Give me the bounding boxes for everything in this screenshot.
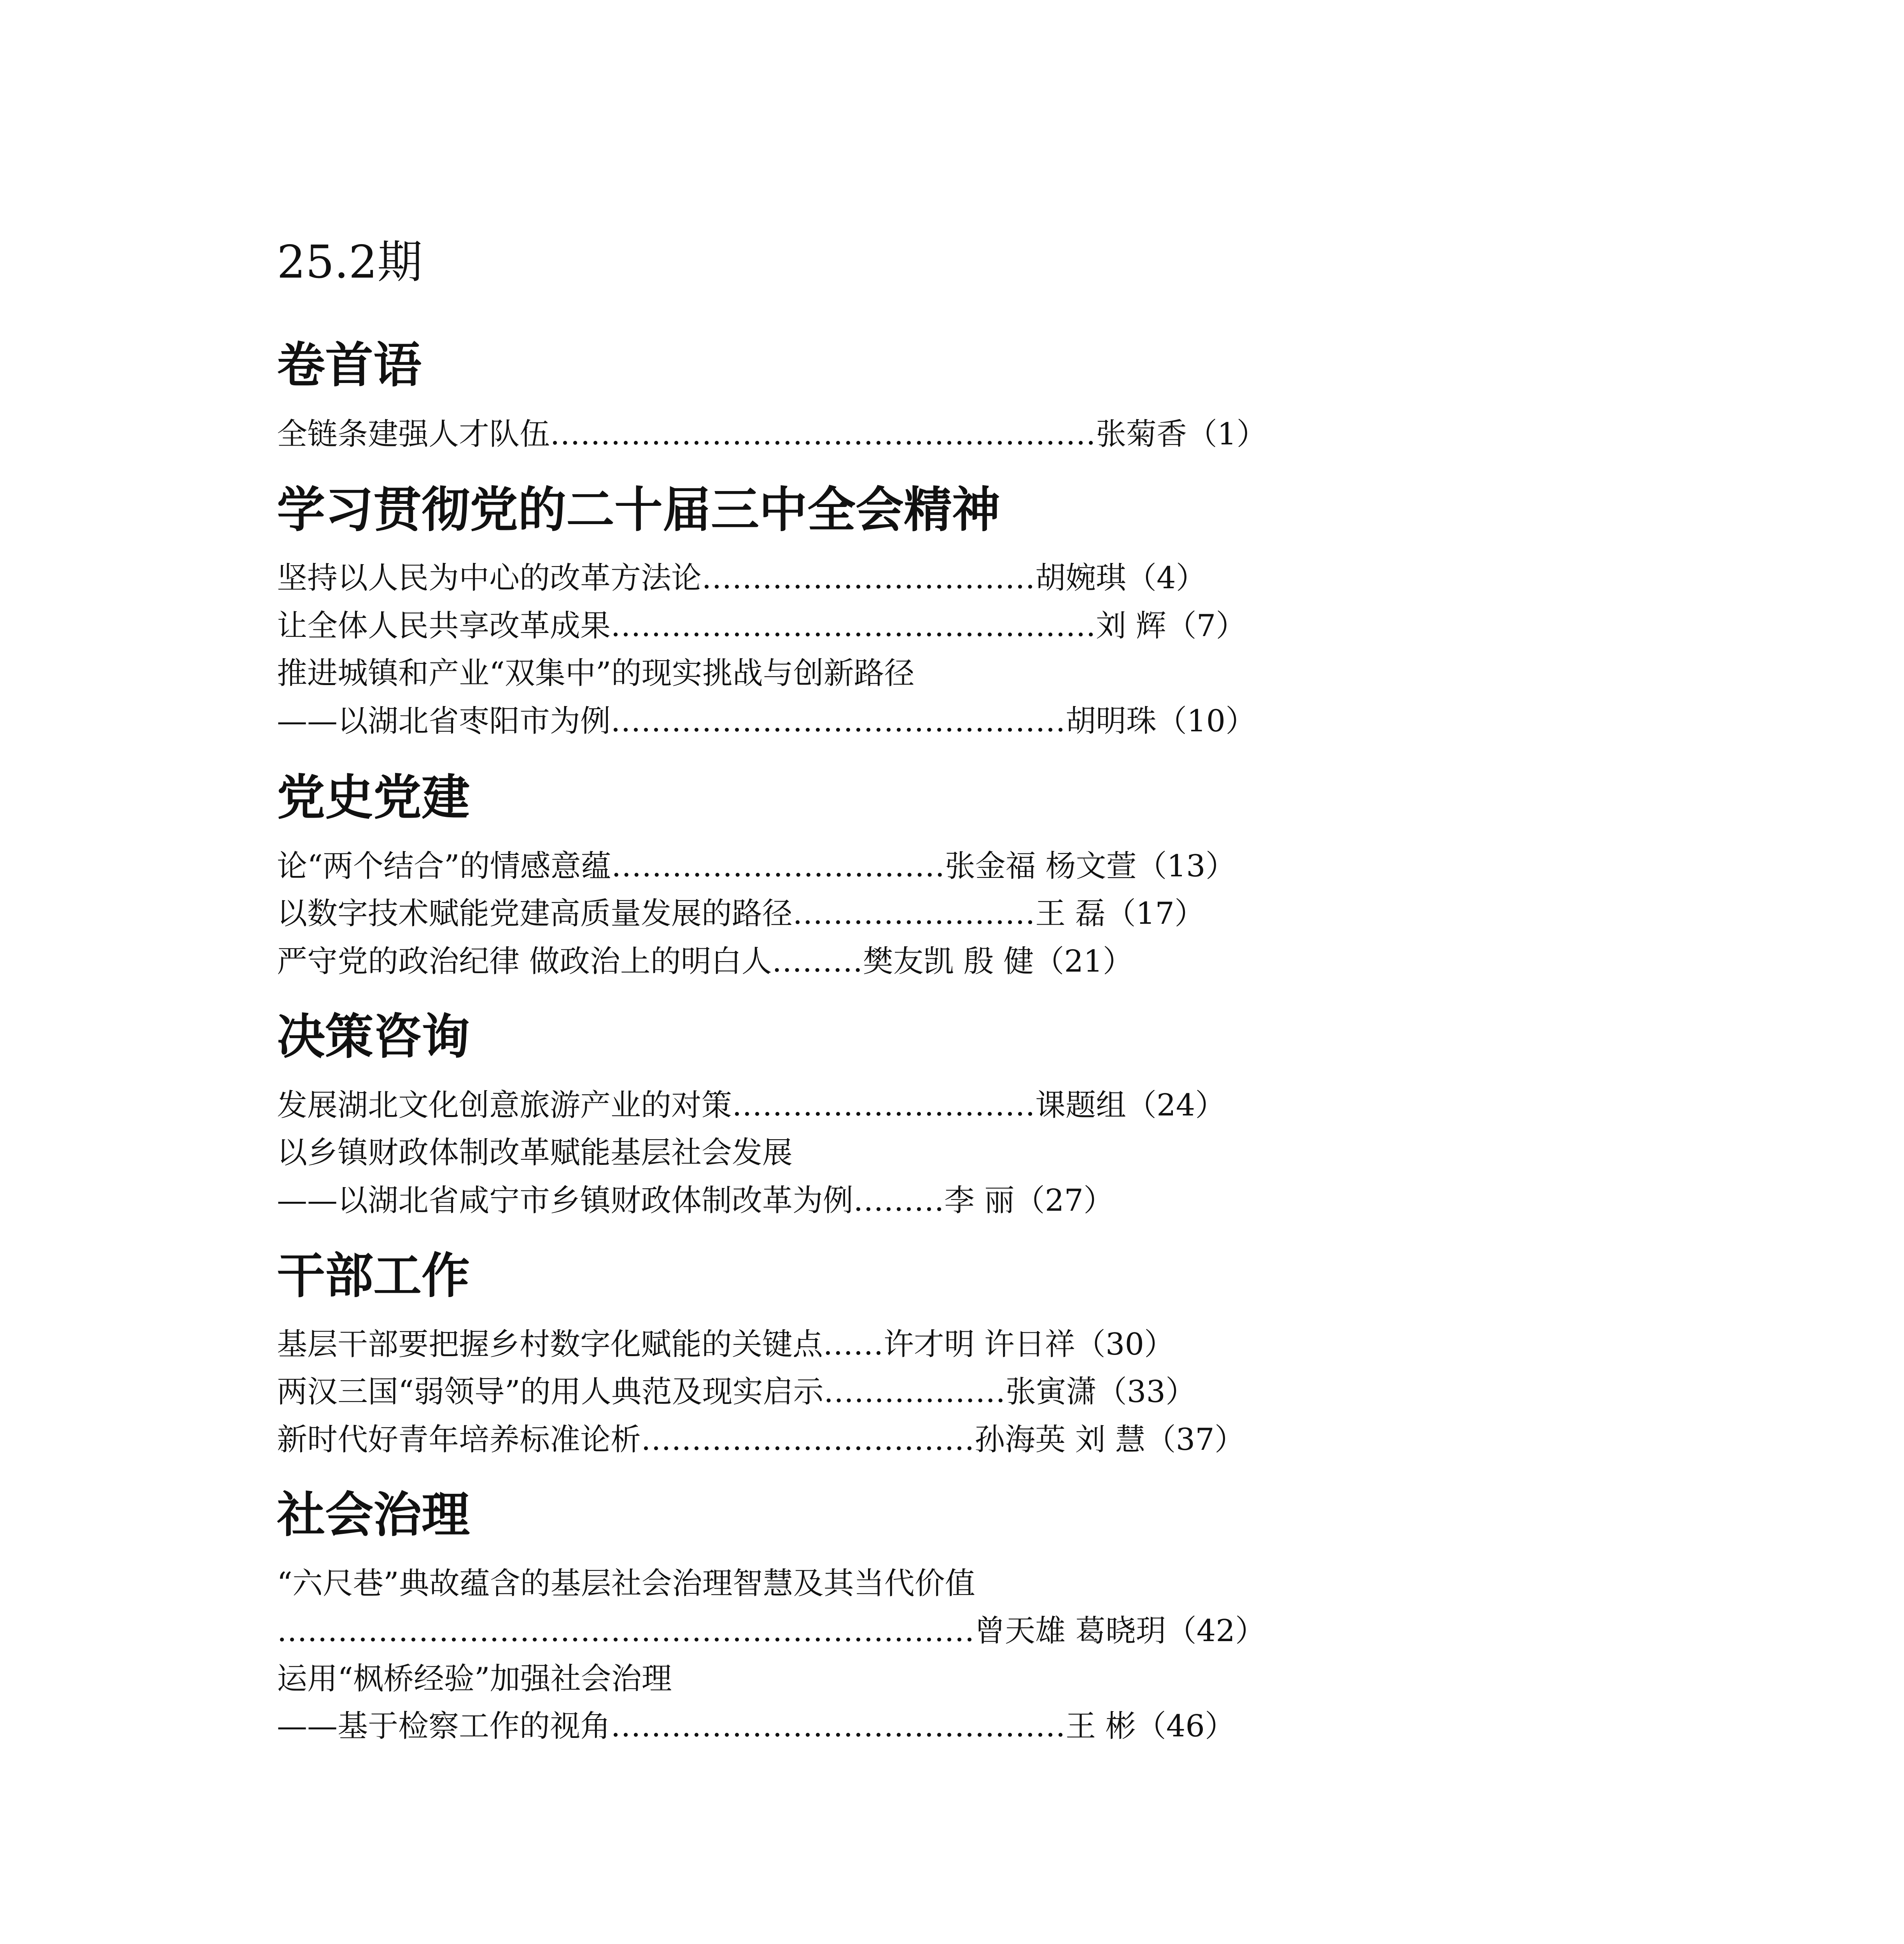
toc-entry-subtitle: ——以湖北省枣阳市为例………………………………………胡明珠（10） (277, 704, 1256, 739)
toc-entry: 发展湖北文化创意旅游产业的对策…………………………课题组（24） (277, 1088, 1226, 1123)
toc-entry: 让全体人民共享改革成果…………………………………………刘 辉（7） (277, 608, 1246, 643)
section-title-plenum: 学习贯彻党的二十届三中全会精神 (277, 482, 1001, 538)
toc-entry: 以乡镇财政体制改革赋能基层社会发展 (277, 1135, 793, 1170)
section-title-cadre-work: 干部工作 (277, 1248, 470, 1304)
toc-entry: 严守党的政治纪律 做政治上的明白人………樊友凯 殷 健（21） (277, 944, 1133, 979)
toc-entry: 坚持以人民为中心的改革方法论……………………………胡婉琪（4） (277, 561, 1206, 596)
toc-entry: 两汉三国“弱领导”的用人典范及现实启示………………张寅潇（33） (277, 1374, 1196, 1409)
toc-entry-subtitle: ——以湖北省咸宁市乡镇财政体制改革为例………李 丽（27） (277, 1183, 1114, 1218)
toc-entry: 全链条建强人才队伍………………………………………………张菊香（1） (277, 417, 1267, 452)
toc-entry-subtitle: ——基于检察工作的视角………………………………………王 彬（46） (277, 1709, 1236, 1744)
toc-entry: 以数字技术赋能党建高质量发展的路径……………………王 磊（17） (277, 896, 1205, 931)
section-title-social-governance: 社会治理 (277, 1487, 470, 1543)
section-title-party-history: 党史党建 (277, 770, 470, 826)
issue-number: 25.2期 (277, 236, 423, 288)
section-title-preface: 卷首语 (277, 337, 422, 393)
toc-entry: “六尺巷”典故蕴含的基层社会治理智慧及其当代价值 (277, 1566, 975, 1601)
toc-entry-continued: ……………………………………………………………曾天雄 葛晓玥（42） (277, 1614, 1266, 1649)
toc-entry: 新时代好青年培养标准论析……………………………孙海英 刘 慧（37） (277, 1422, 1245, 1457)
toc-entry: 论“两个结合”的情感意蕴……………………………张金福 杨文萱（13） (277, 849, 1236, 884)
section-title-decision-consulting: 决策咨询 (277, 1009, 470, 1065)
toc-entry: 运用“枫桥经验”加强社会治理 (277, 1661, 672, 1696)
toc-entry: 基层干部要把握乡村数字化赋能的关键点……许才明 许日祥（30） (277, 1327, 1175, 1362)
toc-entry: 推进城镇和产业“双集中”的现实挑战与创新路径 (277, 656, 915, 691)
